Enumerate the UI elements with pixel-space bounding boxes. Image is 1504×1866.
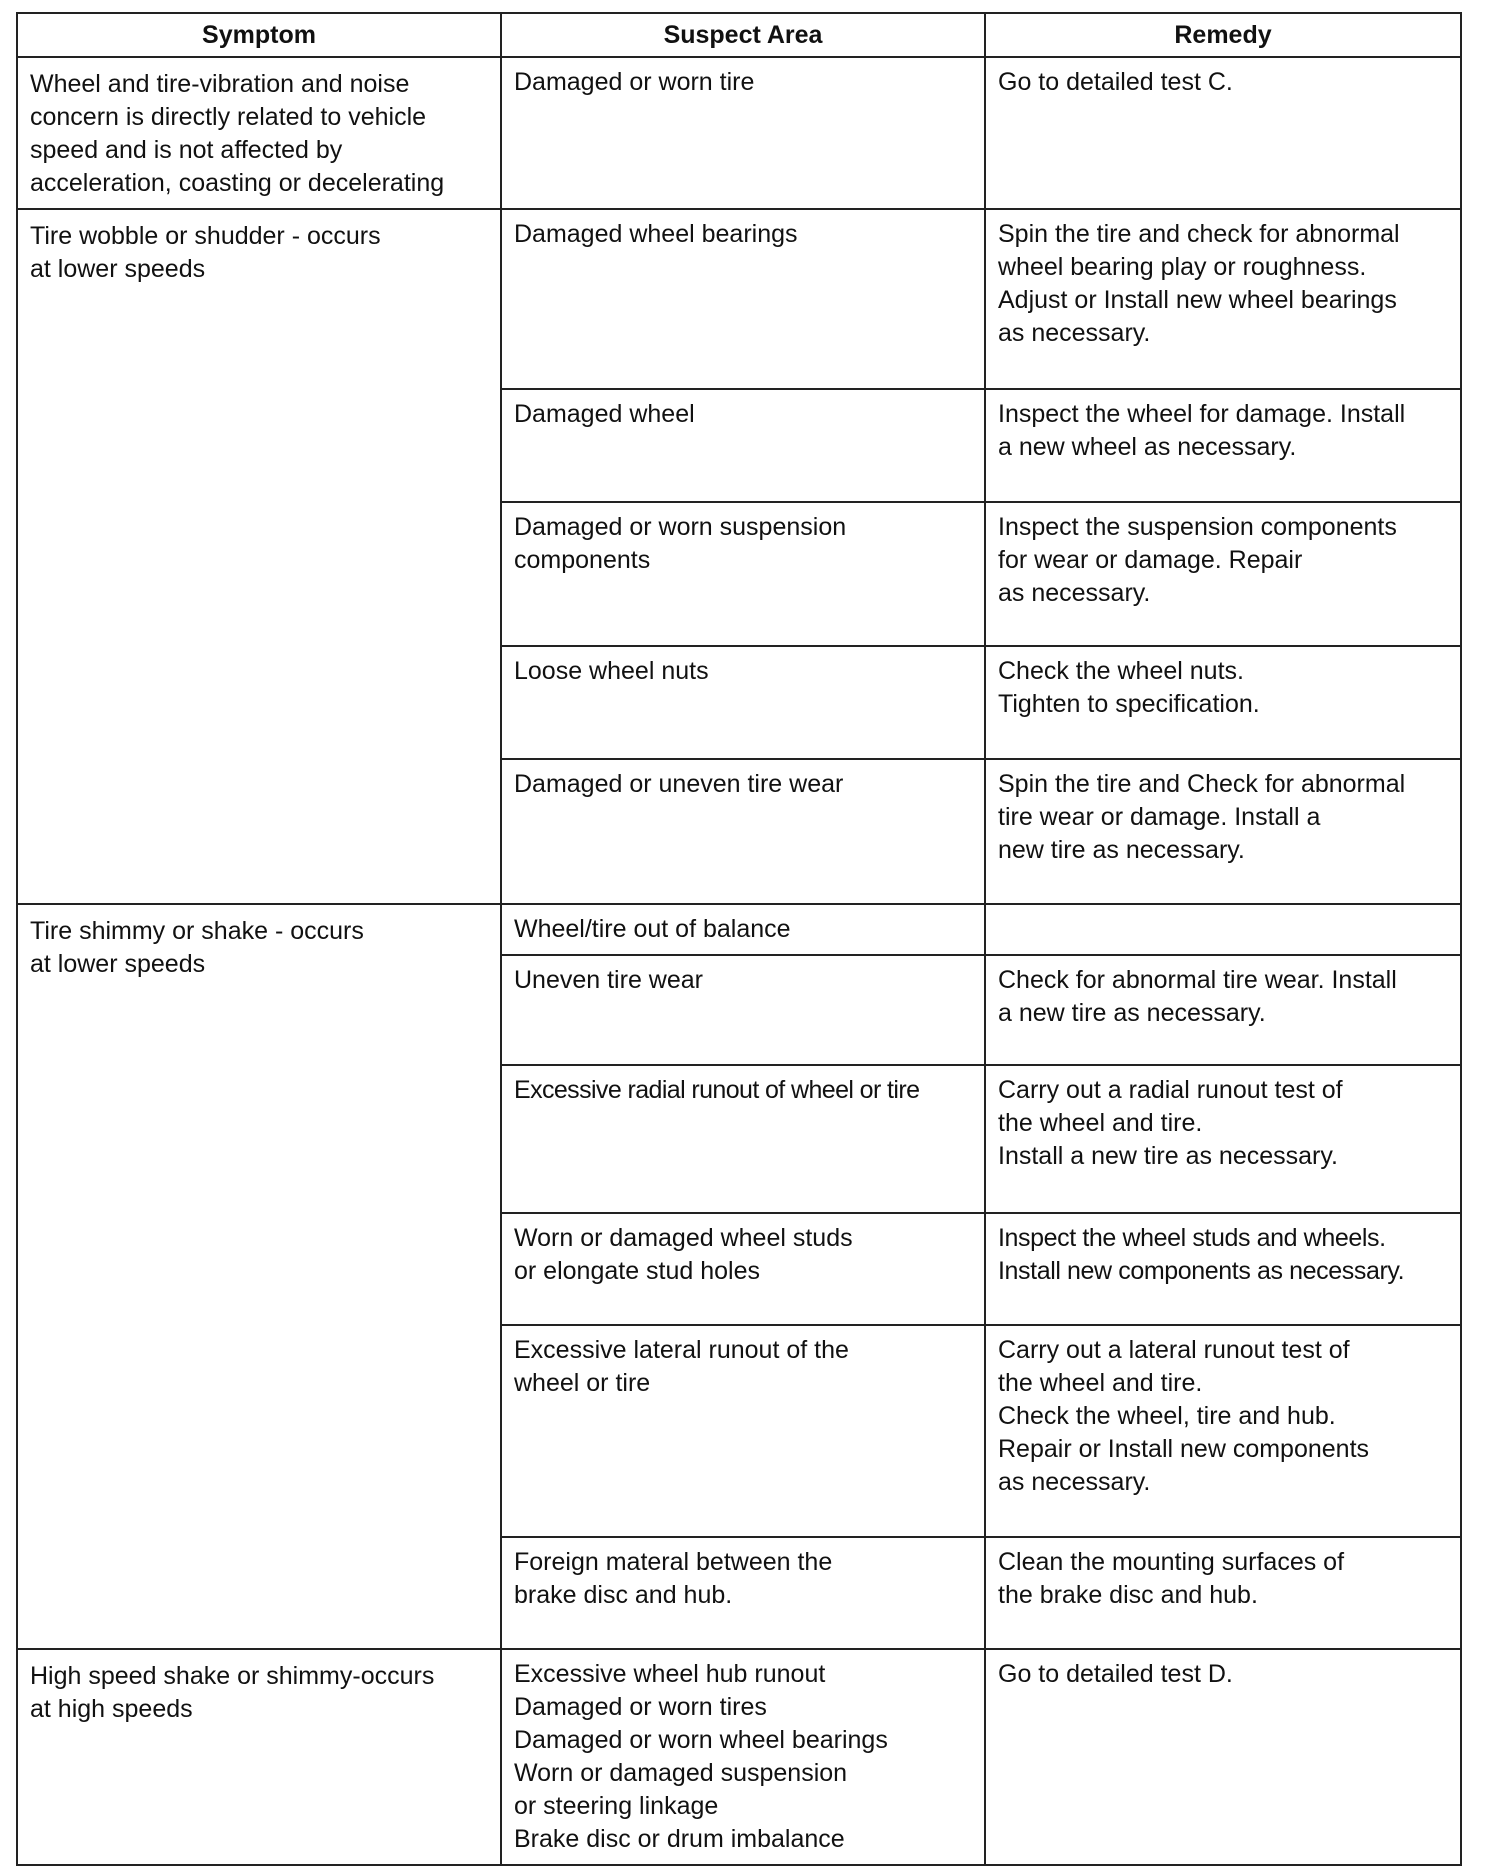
table-row: [17, 209, 1461, 389]
symptom-cell: Wheel and tire-vibration and noise concern is directly related to vehicle speed and is not affected by acceleration, coasting or decelerating: [17, 57, 501, 209]
document-page: [16, 12, 1460, 1853]
remedy-cell: Inspect the wheel for damage. Install a new wheel as necessary.: [985, 389, 1461, 502]
remedy-cell: Go to detailed test D.: [985, 1649, 1461, 1865]
suspect-area-cell: Excessive wheel hub runout Damaged or worn tires Damaged or worn wheel bearings Worn or damaged suspension or steering linkage Brake disc or drum imbalance: [501, 1649, 985, 1865]
suspect-area-cell: Uneven tire wear: [501, 955, 985, 1065]
remedy-cell: Go to detailed test C.: [985, 57, 1461, 209]
suspect-area-cell: Loose wheel nuts: [501, 646, 985, 759]
remedy-cell: Carry out a lateral runout test of the wheel and tire. Check the wheel, tire and hub. Repair or Install new components as necessary.: [985, 1325, 1461, 1537]
header-remedy: Remedy: [985, 13, 1461, 57]
symptom-cell: High speed shake or shimmy-occurs at high speeds: [17, 1649, 501, 1865]
remedy-cell: Carry out a radial runout test of the wheel and tire. Install a new tire as necessary.: [985, 1065, 1461, 1213]
symptom-cell: Tire wobble or shudder - occurs at lower speeds: [17, 209, 501, 904]
diagnosis-table: [16, 12, 1462, 1866]
remedy-cell: Spin the tire and check for abnormal wheel bearing play or roughness. Adjust or Install new wheel bearings as necessary.: [985, 209, 1461, 389]
suspect-area-cell: Damaged wheel: [501, 389, 985, 502]
suspect-area-cell: Damaged or worn tire: [501, 57, 985, 209]
remedy-cell: Check the wheel nuts. Tighten to specification.: [985, 646, 1461, 759]
remedy-cell: [985, 904, 1461, 955]
table-row: [17, 1649, 1461, 1865]
remedy-cell: Spin the tire and Check for abnormal tire wear or damage. Install a new tire as necessary.: [985, 759, 1461, 904]
symptom-cell: Tire shimmy or shake - occurs at lower speeds: [17, 904, 501, 1649]
remedy-cell: Inspect the wheel studs and wheels. Install new components as necessary.: [985, 1213, 1461, 1325]
header-suspect-area: Suspect Area: [501, 13, 985, 57]
remedy-cell: Check for abnormal tire wear. Install a new tire as necessary.: [985, 955, 1461, 1065]
suspect-area-cell: Wheel/tire out of balance: [501, 904, 985, 955]
suspect-area-cell: Damaged wheel bearings: [501, 209, 985, 389]
suspect-area-cell: Damaged or uneven tire wear: [501, 759, 985, 904]
table-row: [17, 904, 1461, 955]
suspect-area-cell: Excessive radial runout of wheel or tire: [501, 1065, 985, 1213]
remedy-cell: Clean the mounting surfaces of the brake disc and hub.: [985, 1537, 1461, 1649]
table-row: [17, 57, 1461, 209]
suspect-area-cell: Excessive lateral runout of the wheel or tire: [501, 1325, 985, 1537]
suspect-area-cell: Worn or damaged wheel studs or elongate stud holes: [501, 1213, 985, 1325]
suspect-area-cell: Damaged or worn suspension components: [501, 502, 985, 646]
suspect-area-cell: Foreign materal between the brake disc and hub.: [501, 1537, 985, 1649]
header-symptom: Symptom: [17, 13, 501, 57]
table-header-row: [17, 13, 1461, 57]
remedy-cell: Inspect the suspension components for wear or damage. Repair as necessary.: [985, 502, 1461, 646]
